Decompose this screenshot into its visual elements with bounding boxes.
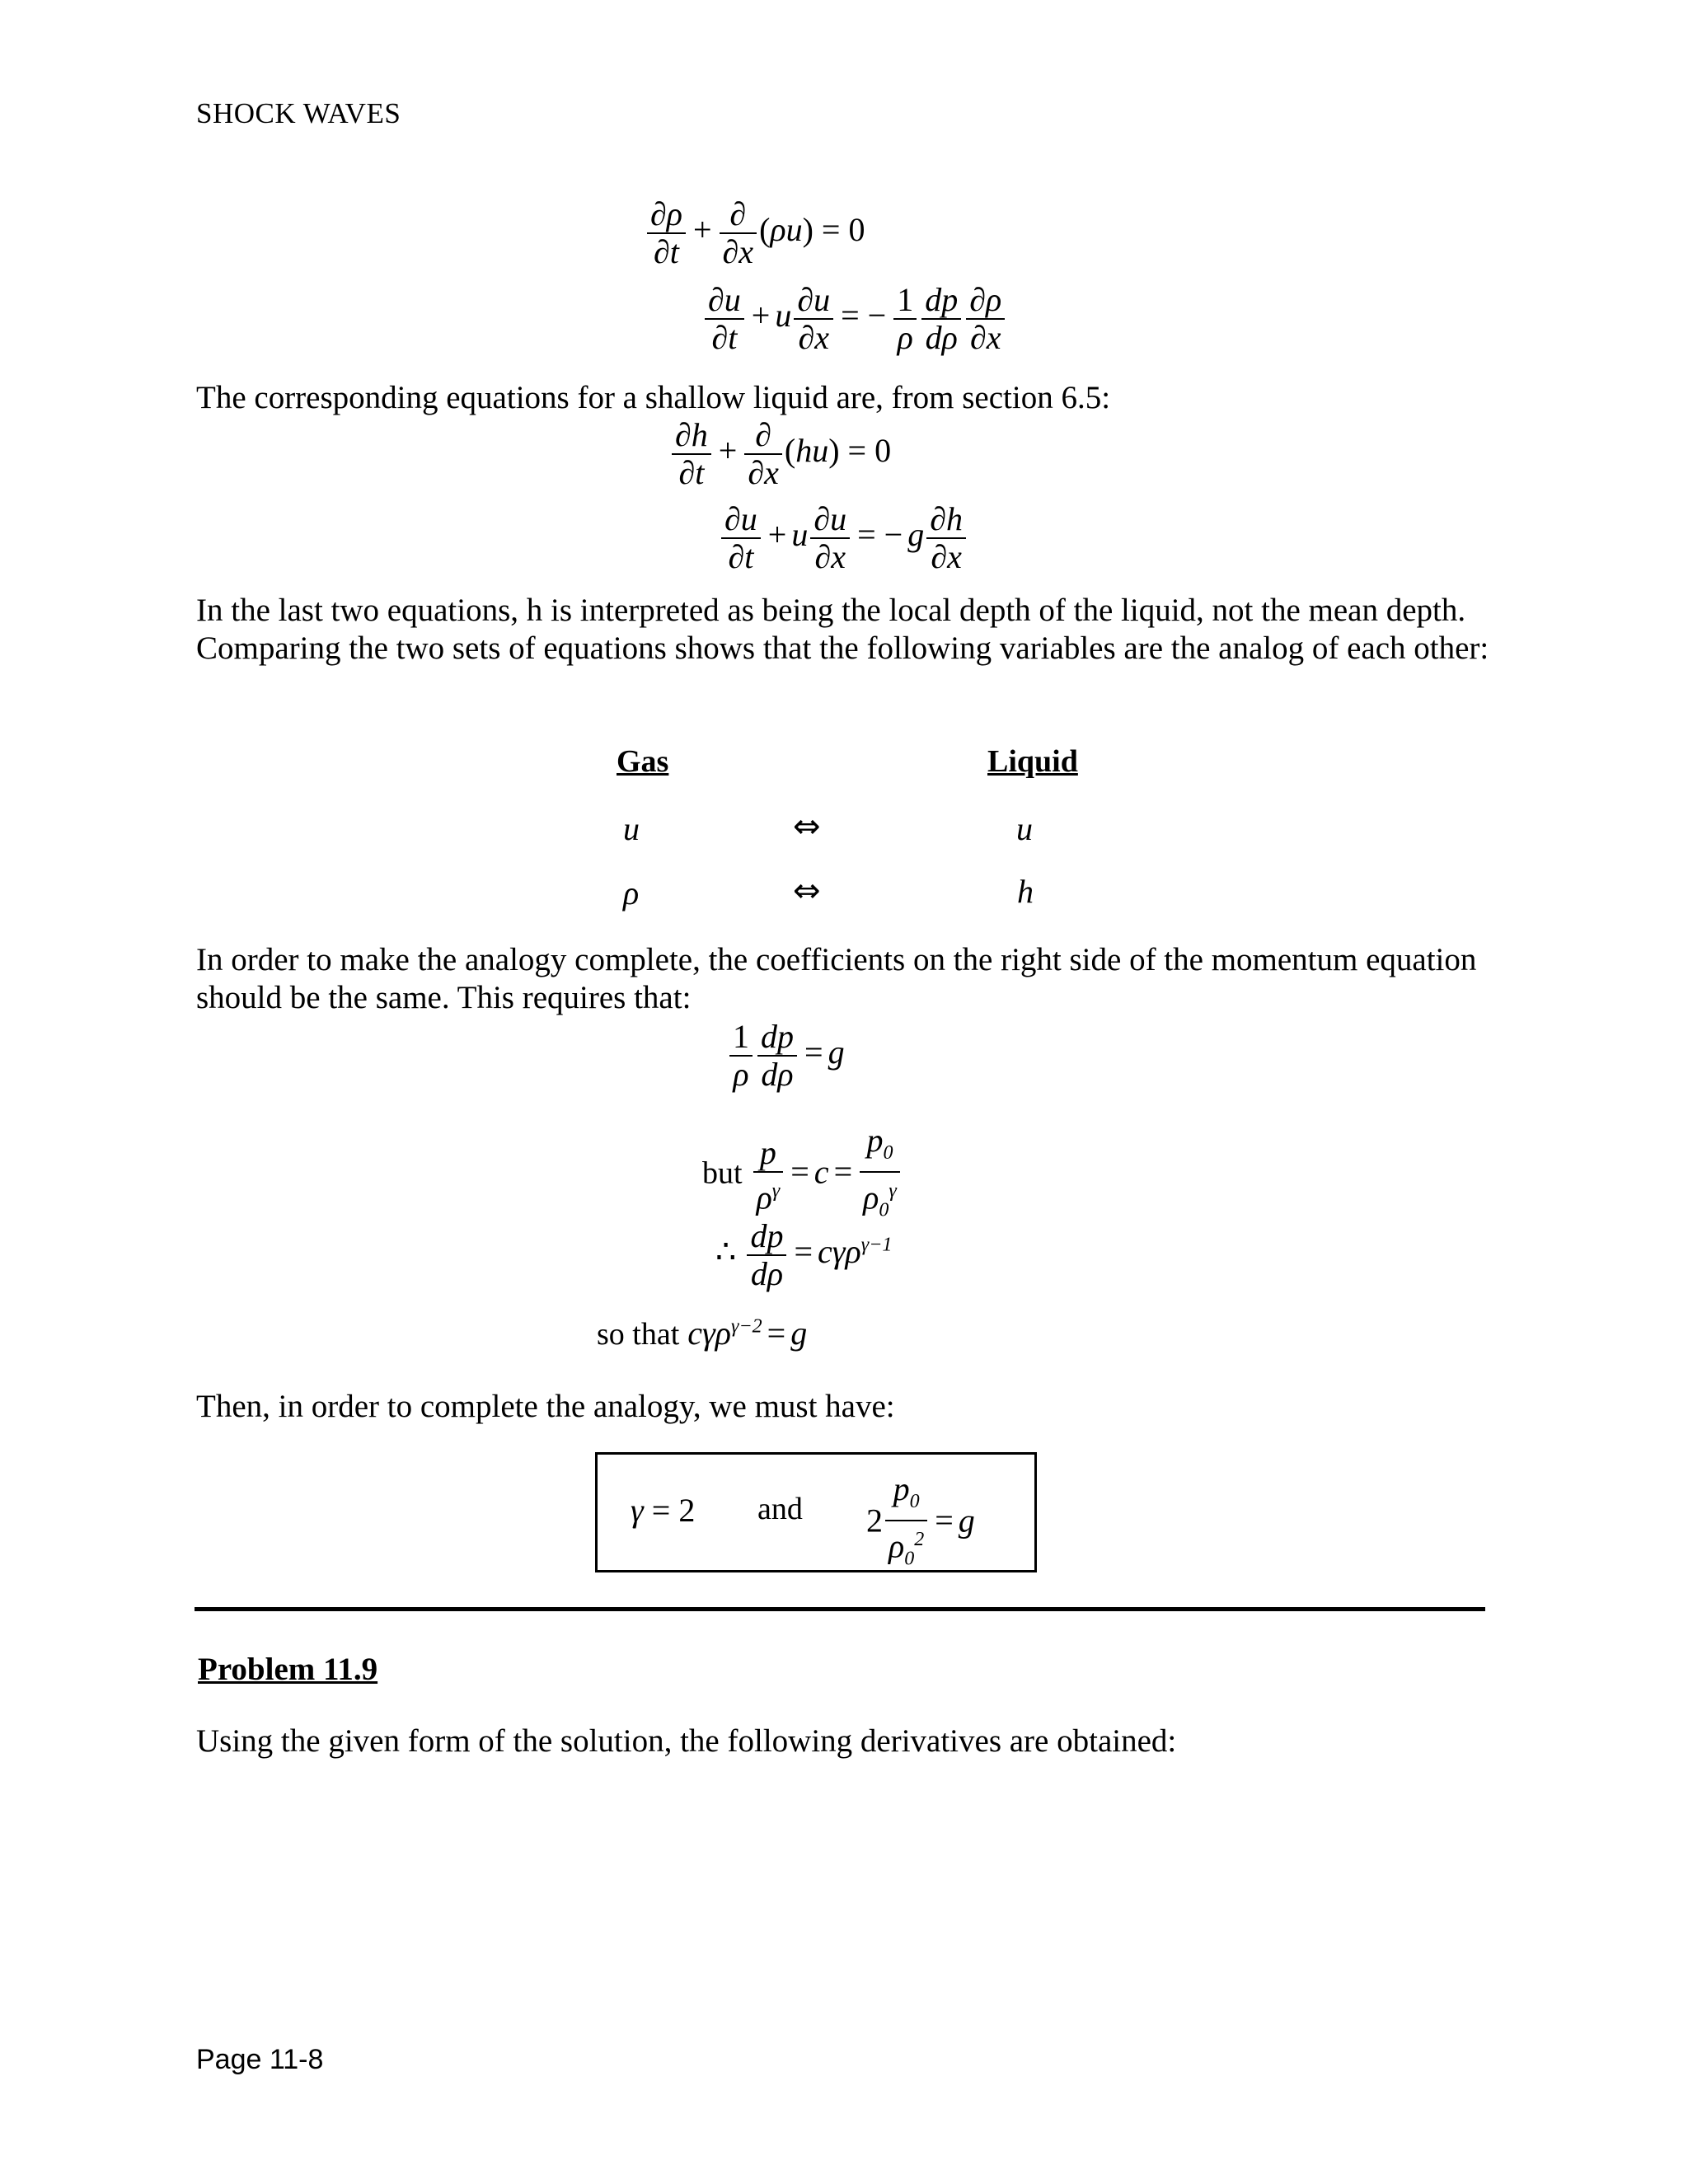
running-header: SHOCK WAVES — [196, 97, 401, 129]
so-that-label: so that — [597, 1317, 680, 1352]
analog-arrow-2: ⇔ — [793, 872, 821, 910]
gas-momentum-equation: $\frac{\partial u}{\partial t}$ + u $\frac{\partial u}{\partial x}$ = − $\frac{1}{\rho}$ $\frac{dp}{d\rho}$ $\frac{\partial\rho}{\partial x}$ — [702, 284, 1007, 354]
derivative-equation: ∴ $\frac{dp}{d\rho}$ = cγρ$^{\gamma-1}$ — [715, 1217, 893, 1292]
pressure-result: 2 $\frac{p_0}{\rho_0^2}$ = g — [866, 1470, 975, 1570]
table-liquid-u: u — [1016, 810, 1033, 847]
and-label: and — [757, 1492, 803, 1526]
gamma-result: γ = 2 — [631, 1492, 696, 1529]
interpretation-paragraph: In the last two equations, h is interpreted as being the local depth of the liquid, not the mean depth. Comparing the two sets of equations shows that the following variables are the analog of each other: — [196, 593, 1489, 666]
gas-continuity-equation: $\frac{\partial\rho}{\partial t}$ + $\frac{\partial}{\partial x}$ (ρu) = 0 — [645, 198, 865, 269]
liquid-continuity-equation: $\frac{\partial h}{\partial t}$ + $\frac{\partial}{\partial x}$ (hu) = 0 — [669, 419, 891, 490]
table-header-liquid: Liquid — [987, 744, 1078, 779]
table-gas-rho: ρ — [623, 874, 640, 912]
table-liquid-h: h — [1017, 873, 1034, 910]
table-gas-u: u — [623, 810, 640, 847]
isentropic-equation: but $\frac{p}{\rho^\gamma}$ = c = $\frac{p_0}{\rho_0^\gamma}$ — [702, 1124, 903, 1226]
coefficient-equation: $\frac{1}{\rho}$ $\frac{dp}{d\rho}$ = g — [727, 1020, 845, 1091]
shallow-liquid-intro: The corresponding equations for a shallow liquid are, from section 6.5: — [196, 380, 1111, 415]
so-that-equation: so that cγρ$^{\gamma-2}$ = g — [597, 1315, 808, 1352]
section-divider — [195, 1607, 1485, 1611]
problem-title: Problem 11.9 — [198, 1652, 378, 1687]
problem-intro: Using the given form of the solution, the following derivatives are obtained: — [196, 1723, 1177, 1759]
result-box — [595, 1452, 1037, 1572]
analog-arrow-1: ⇔ — [793, 808, 821, 846]
liquid-momentum-equation: $\frac{\partial u}{\partial t}$ + u $\frac{\partial u}{\partial x}$ = − g $\frac{\partial h}{\partial x}$ — [719, 503, 968, 574]
page-number: Page 11-8 — [196, 2044, 324, 2075]
analogy-paragraph: In order to make the analogy complete, the coefficients on the right side of the momentum equation should be the same. This requires that: — [196, 942, 1477, 1015]
but-label: but — [702, 1155, 743, 1191]
table-header-gas: Gas — [617, 744, 669, 779]
conclusion-paragraph: Then, in order to complete the analogy, we must have: — [196, 1389, 895, 1424]
